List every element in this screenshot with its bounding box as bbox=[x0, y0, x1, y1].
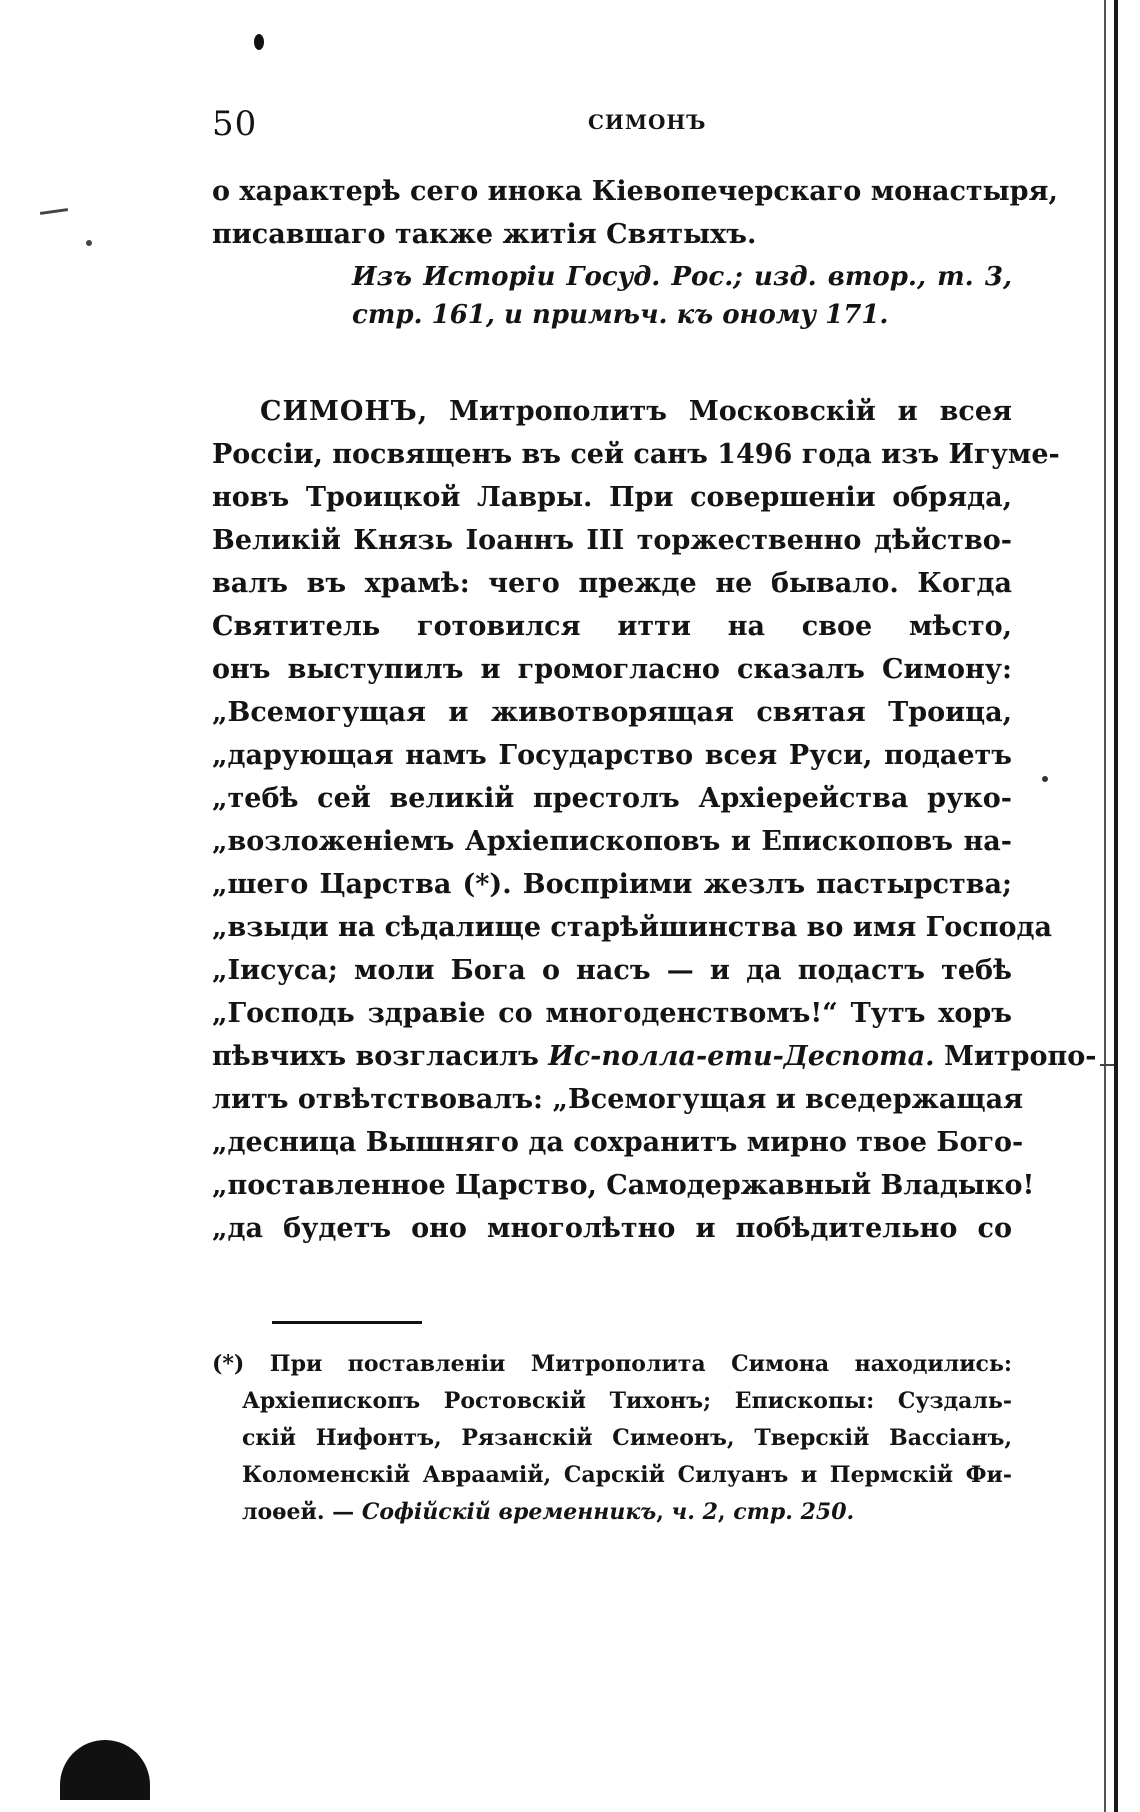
text-line: „Всемогущая и животворящая святая Троица, bbox=[212, 697, 1012, 728]
text-line: „шего Царства (*). Воспріими жезлъ пастырства; bbox=[212, 869, 1012, 900]
text-line: новъ Троицкой Лавры. При совершеніи обряда, bbox=[212, 482, 1012, 513]
text-line: Россіи, посвященъ въ сей санъ 1496 года изъ Игуме- bbox=[212, 439, 1060, 470]
margin-mark bbox=[1042, 776, 1048, 782]
text-line: „дарующая намъ Государство всея Руси, подаетъ bbox=[212, 740, 1012, 771]
running-head: СИМОНЪ bbox=[588, 110, 707, 134]
entry-headword: СИМОНЪ bbox=[260, 396, 418, 427]
page-number: 50 bbox=[212, 104, 258, 144]
margin-mark bbox=[40, 208, 68, 215]
text-line bbox=[212, 390, 1012, 433]
greek-acclamation: Ис-полла-ети-Деспота. bbox=[548, 1041, 935, 1072]
text-line: „Господь здравіе со многоденствомъ!“ Тутъ хоръ bbox=[212, 998, 1012, 1029]
page-edge-shadow bbox=[1104, 0, 1106, 1812]
text-line: „десница Вышняго да сохранитъ мирно твое Бого- bbox=[212, 1127, 1024, 1158]
text-line: „взыди на сѣдалище старѣйшинства во имя Господа bbox=[212, 912, 1052, 943]
text-line: Великій Князь Іоаннъ III торжественно дѣйство- bbox=[212, 525, 1012, 556]
footnote bbox=[212, 1346, 1012, 1531]
text-line: писавшаго также житія Святыхъ. bbox=[212, 219, 757, 250]
text-line: „тебѣ сей великій престолъ Архіерейства руко- bbox=[212, 783, 1012, 814]
footnote-rule bbox=[272, 1321, 422, 1324]
text-fragment: Митропо- bbox=[934, 1041, 1097, 1072]
text-line: валъ въ храмѣ: чего прежде не бывало. Когда bbox=[212, 568, 1012, 599]
text-line: „Іисуса; моли Бога о насъ — и да подастъ тебѣ bbox=[212, 955, 1012, 986]
margin-mark bbox=[86, 240, 92, 246]
intro-paragraph bbox=[212, 170, 1058, 256]
text-line bbox=[212, 1035, 1097, 1078]
margin-mark bbox=[1100, 1064, 1114, 1066]
text-fragment: , bbox=[717, 1499, 734, 1525]
text-fragment: , bbox=[656, 1499, 672, 1525]
footnote-line: (*) При поставленіи Митрополита Симона находились: bbox=[212, 1351, 1012, 1377]
footnote-line: скій Нифонтъ, Рязанскій Симеонъ, Тверскій Вассіанъ, bbox=[242, 1425, 1012, 1451]
text-fragment: , Митрополитъ Московскій и всея bbox=[417, 396, 1012, 427]
text-fragment: пѣвчихъ возгласилъ bbox=[212, 1041, 549, 1072]
source-citation bbox=[352, 258, 1012, 334]
scan-thumb-shadow bbox=[60, 1740, 150, 1800]
text-line: литъ отвѣтствовалъ: „Всемогущая и вседержащая bbox=[212, 1084, 1024, 1115]
citation-line: стр. 161, и примѣч. къ оному 171. bbox=[352, 300, 889, 330]
footnote-line: Коломенскій Авраамій, Сарскій Силуанъ и Пермскій Фи- bbox=[242, 1462, 1012, 1488]
citation-line: Изъ Исторіи Госуд. Рос.; изд. втор., т. 3, bbox=[352, 262, 1012, 292]
main-paragraph bbox=[212, 390, 1097, 1250]
part-reference: ч. 2 bbox=[671, 1499, 718, 1525]
text-line: о характерѣ сего инока Кіевопечерскаго монастыря, bbox=[212, 176, 1058, 207]
text-fragment: лоѳей. — bbox=[242, 1499, 362, 1525]
text-line: онъ выступилъ и громогласно сказалъ Симону: bbox=[212, 654, 1012, 685]
text-line: Святитель готовился итти на свое мѣсто, bbox=[212, 611, 1012, 642]
footnote-line bbox=[212, 1494, 1012, 1531]
text-line: „возложеніемъ Архіепископовъ и Епископовъ на- bbox=[212, 826, 1012, 857]
text-line: „да будетъ оно многолѣтно и побѣдительно со bbox=[212, 1213, 1012, 1244]
page-reference: стр. 250. bbox=[733, 1499, 855, 1525]
source-title: Софійскій временникъ bbox=[361, 1499, 657, 1525]
page-edge bbox=[1114, 0, 1118, 1812]
ink-dot bbox=[254, 34, 264, 50]
footnote-line: Архіепископъ Ростовскій Тихонъ; Епископы: Суздаль- bbox=[242, 1388, 1012, 1414]
text-line: „поставленное Царство, Самодержавный Владыко! bbox=[212, 1170, 1035, 1201]
